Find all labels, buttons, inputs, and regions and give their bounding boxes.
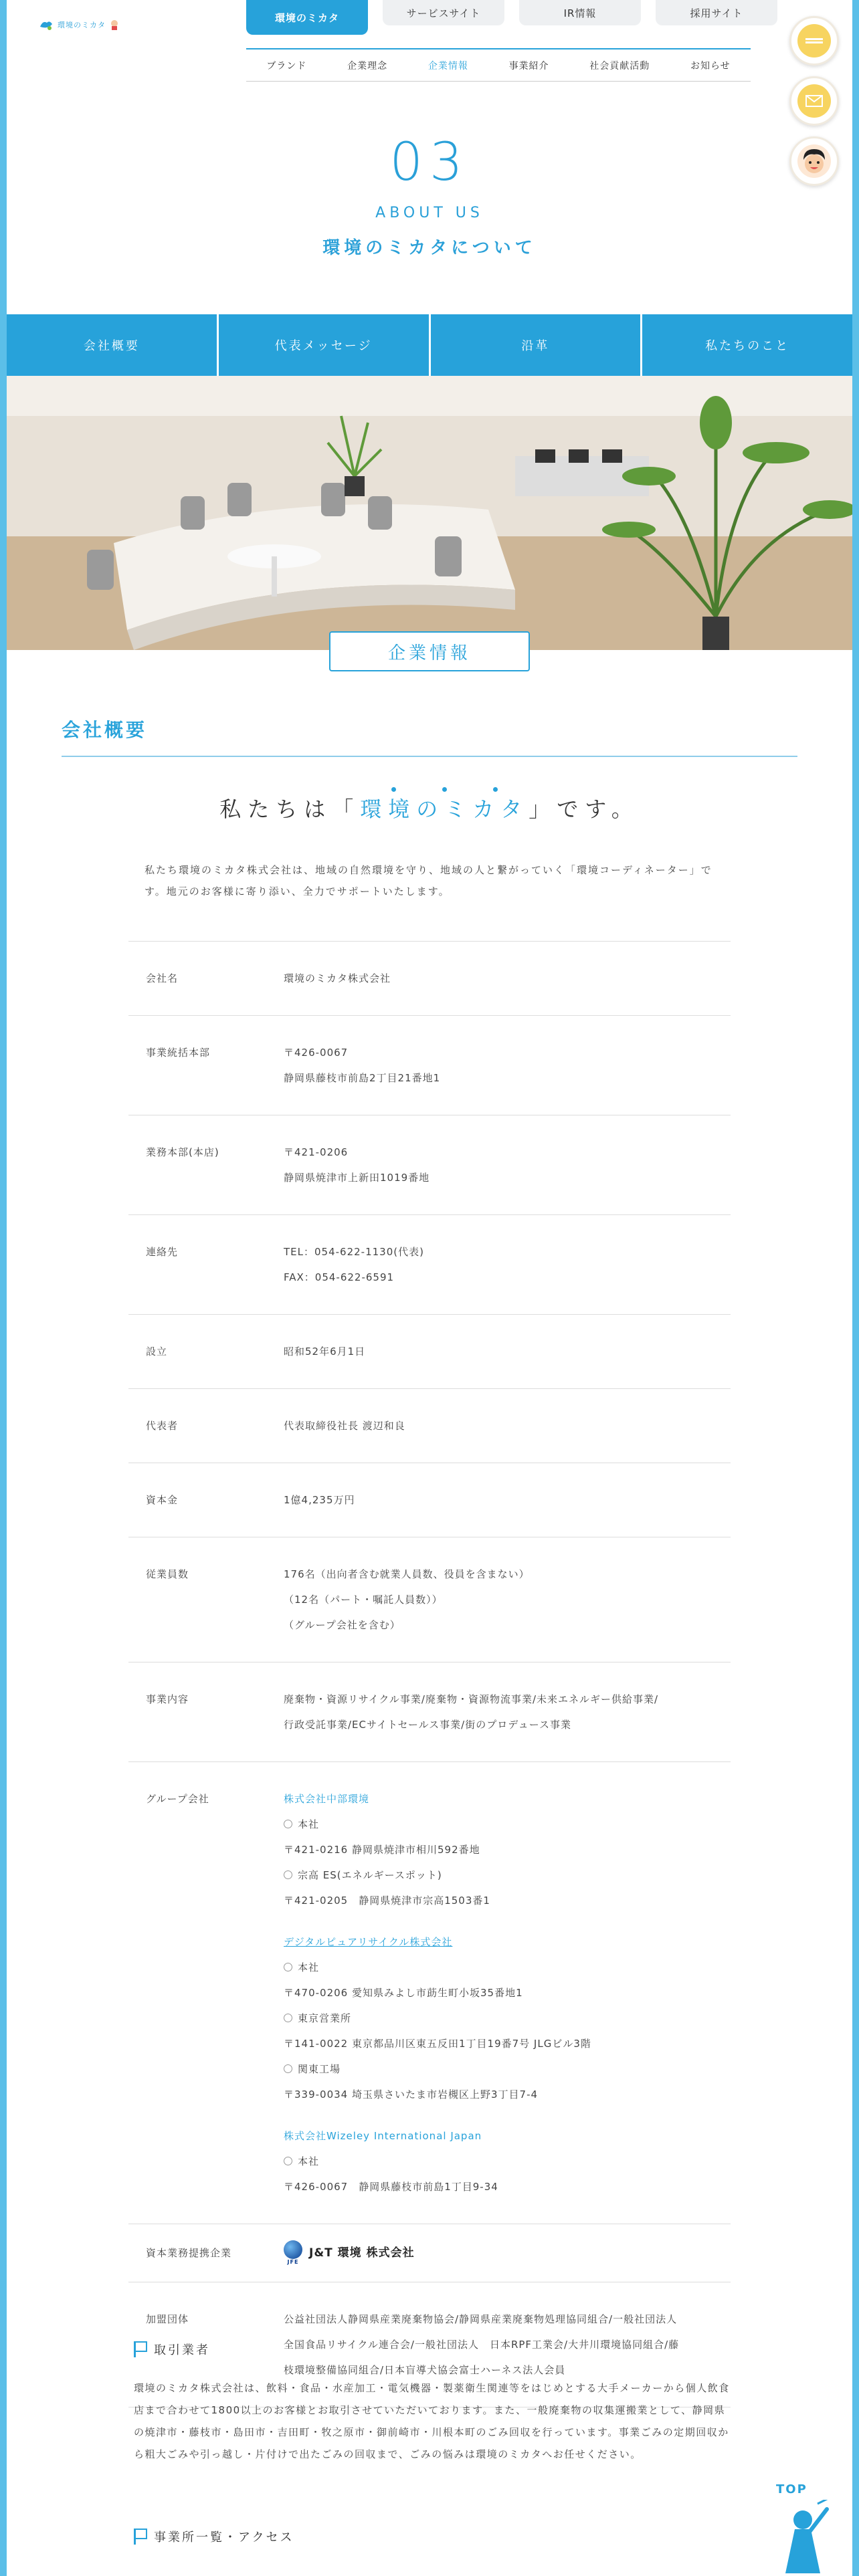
section-en-title: ABOUT US — [375, 205, 484, 221]
row-value: 公益社団法人静岡県産業廃棄物協会/静岡県産業廃棄物処理協同組合/一般社団法人 — [284, 2313, 678, 2325]
lead-after: 」です。 — [529, 796, 640, 822]
section-tabs — [7, 314, 852, 376]
table-row-group — [128, 1762, 731, 2224]
radio-icon — [284, 1963, 292, 1971]
partner-logo-text: J&T 環境 株式会社 — [309, 2246, 415, 2260]
mail-button[interactable] — [789, 76, 839, 126]
office-label: 関東工場 — [298, 2063, 341, 2075]
table-row — [128, 1016, 731, 1115]
lead-accent — [360, 796, 529, 822]
company-table — [128, 941, 731, 2407]
menu-icon — [805, 37, 823, 44]
table-row — [128, 1115, 731, 1215]
clients-text: 環境のミカタ株式会社は、飲料・食品・水産加工・電気機器・製薬衛生関連等をはじめとする大手メーカーから個人飲食店まで合わせて1800以上のお客様とお取引させていただいております。また、一般廃棄物の収集運搬業として、静岡県の焼津市・藤枝市・島田市・吉田町・牧之原市・御前崎市・川根本町のごみ回収を行っています。事業ごみの定期回収から粗大ごみや引っ越し・片付けで出たごみの回収まで、ごみの悩みは環境のミカタへお任せください。 — [134, 2382, 730, 2460]
radio-icon — [284, 1820, 292, 1828]
top-tab-mikata[interactable]: 環境のミカタ — [246, 0, 368, 35]
row-key: 連絡先 — [146, 1246, 179, 1258]
office-label: 本社 — [298, 1818, 320, 1830]
office-label: 本社 — [298, 1961, 320, 1973]
flag-icon — [134, 2341, 146, 2357]
office-address: 〒339-0034 埼玉県さいたま市岩槻区上野3丁目7-4 — [284, 2088, 539, 2101]
top-tab-ir[interactable]: IR情報 — [519, 0, 641, 25]
to-top-character-icon — [780, 2500, 840, 2573]
row-key: 業務本部(本店) — [146, 1146, 219, 1158]
section-jp-title: 環境のミカタについて — [322, 238, 537, 258]
emphasis-dots — [360, 787, 529, 792]
page-label: 企業情報 — [329, 631, 530, 671]
row-key: 加盟団体 — [146, 2313, 189, 2325]
table-row — [128, 1463, 731, 1537]
jfe-globe-icon — [284, 2240, 302, 2259]
intro-text: 私たち環境のミカタ株式会社は、地域の自然環境を守り、地域の人と繋がっていく「環境コーディネーター」です。地元のお客様に寄り添い、全力でサポートいたします。 — [145, 864, 712, 897]
heading-divider — [62, 756, 797, 757]
offices-heading: 事業所一覧・アクセス — [134, 2528, 294, 2545]
row-key: 事業統括本部 — [146, 1047, 211, 1059]
office-label: 東京営業所 — [298, 2012, 352, 2024]
nav-philosophy[interactable]: 企業理念 — [347, 60, 388, 72]
nav-brand[interactable]: ブランド — [266, 60, 307, 72]
office-label: 本社 — [298, 2155, 320, 2167]
row-key: 設立 — [146, 1346, 168, 1358]
row-value: 全国食品リサイクル連合会/一般社団法人 日本RPF工業会/大井川環境協同組合/藤 — [284, 2339, 680, 2351]
nav-news[interactable]: お知らせ — [690, 60, 731, 72]
row-value: TEL：054-622-1130(代表) — [284, 1246, 424, 1258]
flag-icon — [134, 2529, 146, 2545]
page — [7, 0, 852, 2576]
row-value: 〒426-0067 — [284, 1047, 349, 1059]
row-value: 1億4,235万円 — [284, 1494, 355, 1506]
lead-before: 私たちは「 — [219, 796, 361, 822]
table-row — [128, 1662, 731, 1762]
row-value: （12名（パート・嘱託人員数）） — [284, 1594, 443, 1606]
office-address: 〒421-0216 静岡県焼津市相川592番地 — [284, 1844, 480, 1856]
radio-icon — [284, 2064, 292, 2073]
top-tab-recruit[interactable]: 採用サイト — [656, 0, 777, 25]
row-value: 廃棄物・資源リサイクル事業/廃棄物・資源物流事業/未来エネルギー供給事業/ — [284, 1693, 659, 1705]
group-company-name: 株式会社Wizeley International Japan — [284, 2130, 482, 2142]
row-value: 静岡県藤枝市前島2丁目21番地1 — [284, 1072, 441, 1084]
row-key: グループ会社 — [146, 1793, 209, 1805]
mail-icon — [805, 95, 823, 107]
section-number: 03 — [389, 132, 470, 193]
to-top-button[interactable] — [776, 2482, 846, 2576]
tab-history[interactable]: 沿革 — [431, 314, 641, 376]
row-value: 行政受託事業/ECサイトセールス事業/街のプロデュース事業 — [284, 1719, 572, 1731]
table-row — [128, 1215, 731, 1315]
table-row-partner — [128, 2224, 731, 2282]
nav-business[interactable]: 事業紹介 — [508, 60, 549, 72]
menu-button[interactable] — [789, 16, 839, 66]
table-row — [128, 1315, 731, 1389]
radio-icon — [284, 2014, 292, 2022]
office-address: 〒141-0022 東京都品川区東五反田1丁目19番7号 JLGビル3階 — [284, 2038, 591, 2050]
row-value: 〒421-0206 — [284, 1146, 349, 1158]
radio-icon — [284, 2157, 292, 2165]
clients-heading: 取引業者 — [134, 2341, 210, 2358]
row-key: 代表者 — [146, 1420, 179, 1432]
row-value: 昭和52年6月1日 — [284, 1346, 366, 1358]
office-address: 〒421-0205 静岡県焼津市宗高1503番1 — [284, 1895, 490, 1907]
tab-company-overview[interactable]: 会社概要 — [7, 314, 217, 376]
company-overview-heading: 会社概要 — [62, 719, 148, 741]
partner-logo: JFE J&T 環境 株式会社 — [284, 2240, 731, 2266]
table-row — [128, 942, 731, 1016]
tab-about-us[interactable]: 私たちのこと — [642, 314, 852, 376]
top-tabs — [246, 0, 777, 35]
office-photo — [7, 376, 852, 650]
group-company-link[interactable]: デジタルピュアリサイクル株式会社 — [284, 1936, 453, 1948]
lead-accent-text: 環境のミカタ — [360, 796, 529, 822]
row-value: 静岡県焼津市上新田1019番地 — [284, 1172, 430, 1184]
row-value: 代表取締役社長 渡辺和良 — [284, 1420, 405, 1432]
sub-nav — [246, 48, 751, 82]
row-value: FAX：054-622-6591 — [284, 1271, 395, 1283]
row-key: 従業員数 — [146, 1568, 189, 1580]
row-key: 事業内容 — [146, 1693, 189, 1705]
logo-character-icon — [110, 19, 119, 30]
tab-president-message[interactable]: 代表メッセージ — [219, 314, 429, 376]
top-tab-service[interactable]: サービスサイト — [383, 0, 504, 25]
group-company-name: 株式会社中部環境 — [284, 1793, 370, 1805]
row-value: 176名（出向者含む就業人員数、役員を含まない） — [284, 1568, 530, 1580]
row-value: （グループ会社を含む） — [284, 1619, 401, 1631]
logo-mark-icon — [39, 19, 54, 31]
row-key: 資本業務提携企業 — [146, 2247, 232, 2259]
office-address: 〒470-0206 愛知県みよし市莇生町小坂35番地1 — [284, 1987, 523, 1999]
site-logo[interactable] — [39, 19, 119, 31]
row-key: 会社名 — [146, 972, 179, 984]
row-value: 環境のミカタ株式会社 — [284, 972, 391, 984]
nav-company[interactable]: 企業情報 — [427, 60, 468, 72]
office-label: 宗高 ES(エネルギースポット) — [298, 1869, 442, 1881]
radio-icon — [284, 1870, 292, 1879]
to-top-label: TOP — [776, 2482, 807, 2496]
row-key: 資本金 — [146, 1494, 179, 1506]
logo-text: 環境のミカタ — [58, 21, 106, 29]
row-value: 枝環境整備協同組合/日本盲導犬協会富士ハーネス法人会員 — [284, 2364, 566, 2376]
table-row — [128, 1537, 731, 1662]
office-address: 〒426-0067 静岡県藤枝市前島1丁目9-34 — [284, 2181, 498, 2193]
table-row — [128, 1389, 731, 1463]
nav-csr[interactable]: 社会貢献活動 — [589, 60, 650, 72]
lead-statement — [7, 792, 852, 823]
